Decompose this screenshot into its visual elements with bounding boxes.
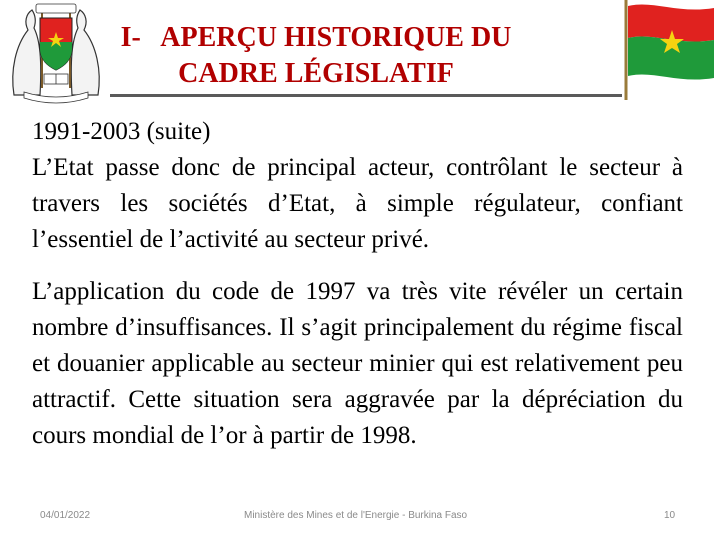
page-title — [96, 20, 536, 92]
title-line-1: I- APERÇU HISTORIQUE DU — [120, 22, 512, 53]
title-line-2: CADRE LÉGISLATIF — [178, 58, 454, 89]
paragraph-1-text: L’Etat passe donc de principal acteur, contrôlant le secteur à travers les sociétés d’Etat, à simple régulateur, confiant l’essentiel de l’activité au secteur privé. — [32, 154, 683, 253]
paragraph-1 — [32, 114, 683, 258]
coat-of-arms-emblem — [6, 0, 106, 110]
flag-icon — [618, 0, 720, 100]
title-divider — [110, 94, 622, 97]
coat-of-arms-icon — [6, 0, 106, 110]
footer-organization: Ministère des Mines et de l'Energie - Burkina Faso — [244, 510, 468, 521]
slide-body — [32, 114, 683, 454]
paragraph-1-heading: 1991-2003 (suite) — [32, 118, 211, 145]
burkina-faso-flag — [618, 0, 720, 100]
page-number: 10 — [664, 510, 676, 521]
paragraph-2: L’application du code de 1997 va très vite révéler un certain nombre d’insuffisances. Il s’agit principalement du régime fiscal et douanier applicable au secteur minier qui est relativement peu attractif. Cette situation sera aggravée par la dépréciation du cours mondial de l’or à partir de 1998. — [32, 278, 683, 449]
footer-date: 04/01/2022 — [40, 510, 91, 521]
